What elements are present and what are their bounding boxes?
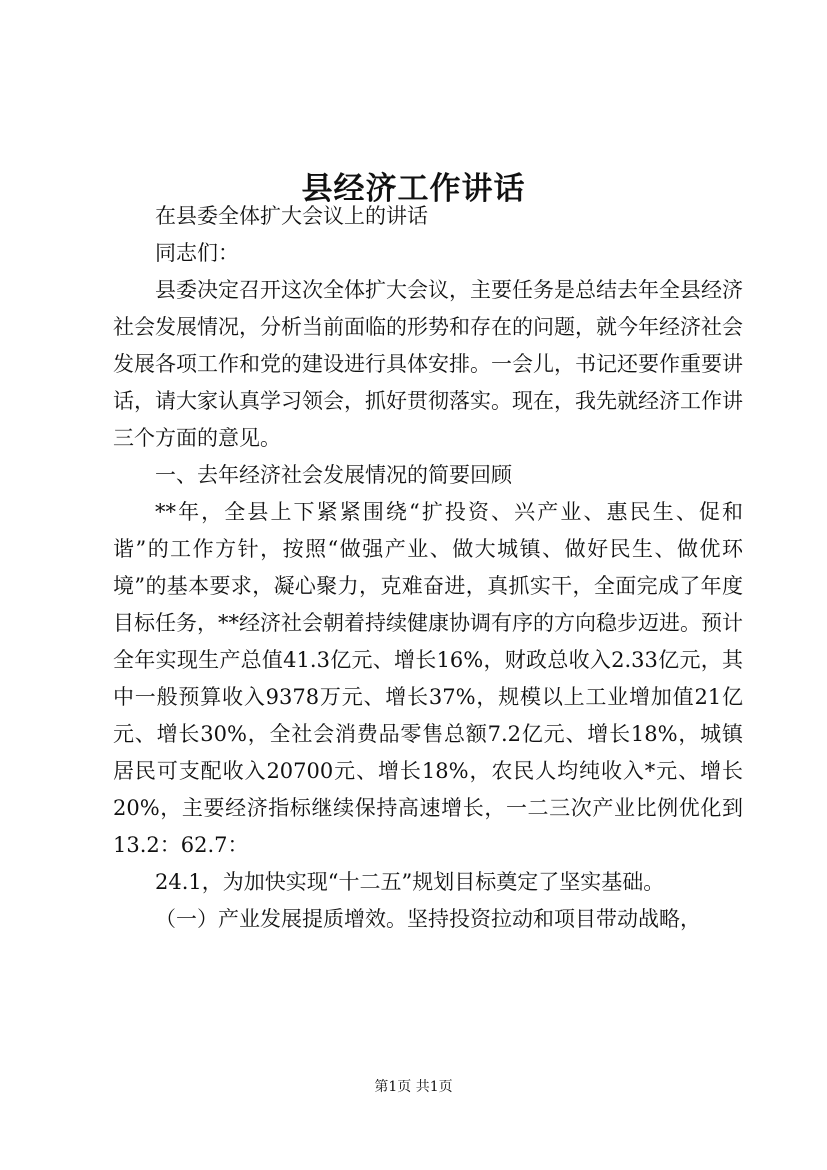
page-footer: 第1页 共1页 [374,1079,453,1095]
review-paragraph: **年，全县上下紧紧围绕“扩投资、兴产业、惠民生、促和谐”的工作方针，按照“做强产业、做大城镇、做好民生、做优环境”的基本要求，凝心聚力，克难奋进，真抓实干，全面完成了年度目标任务，**经济社会朝着持续健康协调有序的方向稳步迈进。预计全年实现生产总值41.3亿元、增长16%，财政总收入2.33亿元，其中一般预算收入9378万元、增长37%，规模以上工业增加值21亿元、增长30%，全社会消费品零售总额7.2亿元、增长18%，城镇居民可支配收入20700元、增长18%，农民人均纯收入*元、增长20%，主要经济指标继续保持高速增长，一二三次产业比例优化到13.2：62.7： [113,500,743,857]
intro-paragraph: 县委决定召开这次全体扩大会议，主要任务是总结去年全县经济社会发展情况，分析当前面临的形势和存在的问题，就今年经济社会发展各项工作和党的建设进行具体安排。一会儿，书记还要作重要讲话，请大家认真学习领会，抓好贯彻落实。现在，我先就经济工作讲三个方面的意见。 [113,278,743,450]
continuation-paragraph: 24.1，为加快实现“十二五”规划目标奠定了坚实基础。 [155,870,665,894]
subtitle-paragraph: 在县委全体扩大会议上的讲话 [155,204,428,228]
subsection-paragraph: （一）产业发展提质增效。坚持投资拉动和项目带动战略， [155,907,701,931]
salutation-paragraph: 同志们： [155,241,239,265]
section-heading: 一、去年经济社会发展情况的简要回顾 [155,463,512,487]
document-body [113,198,743,938]
document-title: 县经济工作讲话 [301,170,526,207]
